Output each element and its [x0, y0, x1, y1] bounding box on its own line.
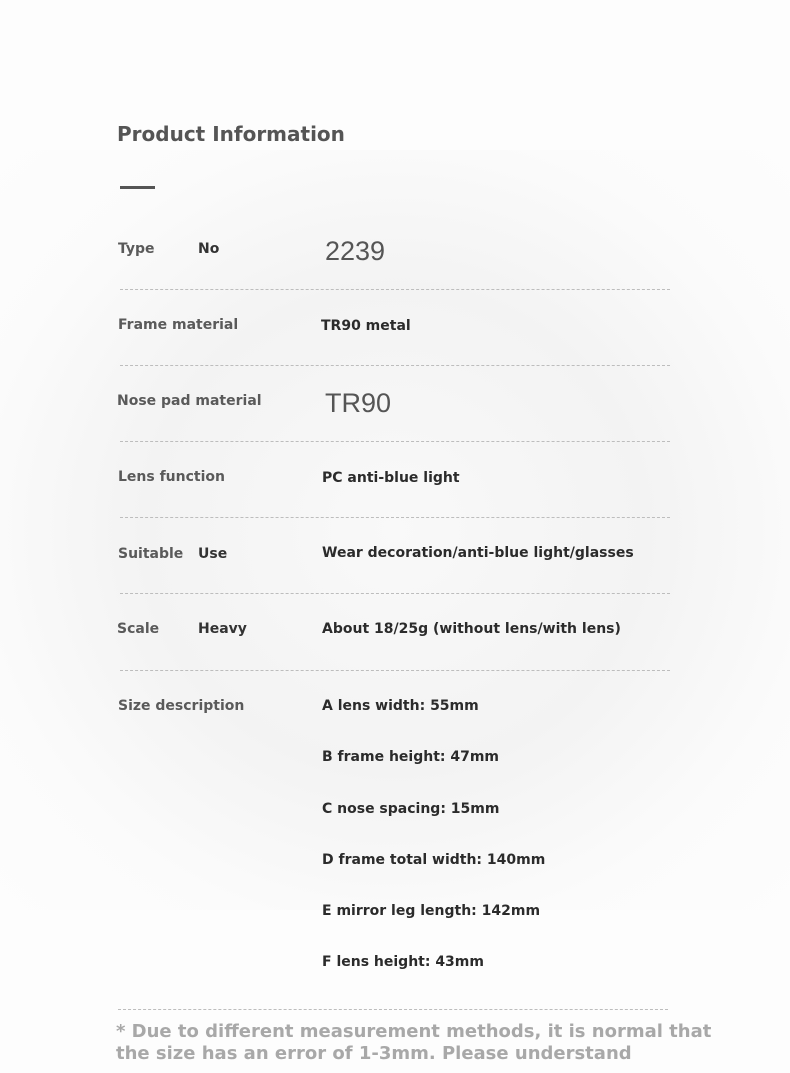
page-title: Product Information [117, 122, 345, 146]
size-item-a: A lens width: 55mm [322, 698, 479, 714]
row-label-size-description: Size description [118, 698, 245, 714]
row-label-suitable: Suitable [118, 546, 184, 562]
divider [120, 289, 670, 290]
divider [120, 517, 670, 518]
row-sublabel-heavy: Heavy [198, 621, 247, 637]
size-item-b: B frame height: 47mm [322, 749, 500, 766]
size-item-c: C nose spacing: 15mm [322, 800, 500, 817]
row-value-frame-material: TR90 metal [321, 318, 411, 334]
divider [120, 365, 670, 366]
row-value-type: 2239 [325, 236, 386, 266]
size-item-f: F lens height: 43mm [322, 954, 484, 971]
row-sublabel-use: Use [198, 546, 228, 562]
row-value-suitable-use: Wear decoration/anti-blue light/glasses [322, 545, 634, 561]
size-item-e: E mirror leg length: 142mm [322, 903, 541, 920]
row-value-weight: About 18/25g (without lens/with lens) [322, 621, 621, 637]
measurement-note: * Due to different measurement methods, it is normal that the size has an error of 1-3mm. Please understand [116, 1021, 712, 1064]
divider [120, 593, 670, 594]
divider [120, 670, 670, 671]
row-value-lens-function: PC anti-blue light [322, 470, 460, 486]
row-label-lens-function: Lens function [118, 469, 225, 485]
size-item-d: D frame total width: 140mm [322, 851, 546, 868]
title-underline [120, 186, 155, 189]
row-label-frame-material: Frame material [118, 317, 239, 333]
divider [120, 441, 670, 442]
row-label-type: Type [118, 241, 155, 257]
row-sublabel-type: No [198, 241, 220, 257]
row-label-scale: Scale [117, 621, 160, 637]
size-list [322, 698, 545, 1006]
divider [118, 1009, 668, 1010]
row-label-nose-pad-material: Nose pad material [117, 393, 262, 409]
row-value-nose-pad-material: TR90 [325, 388, 392, 418]
